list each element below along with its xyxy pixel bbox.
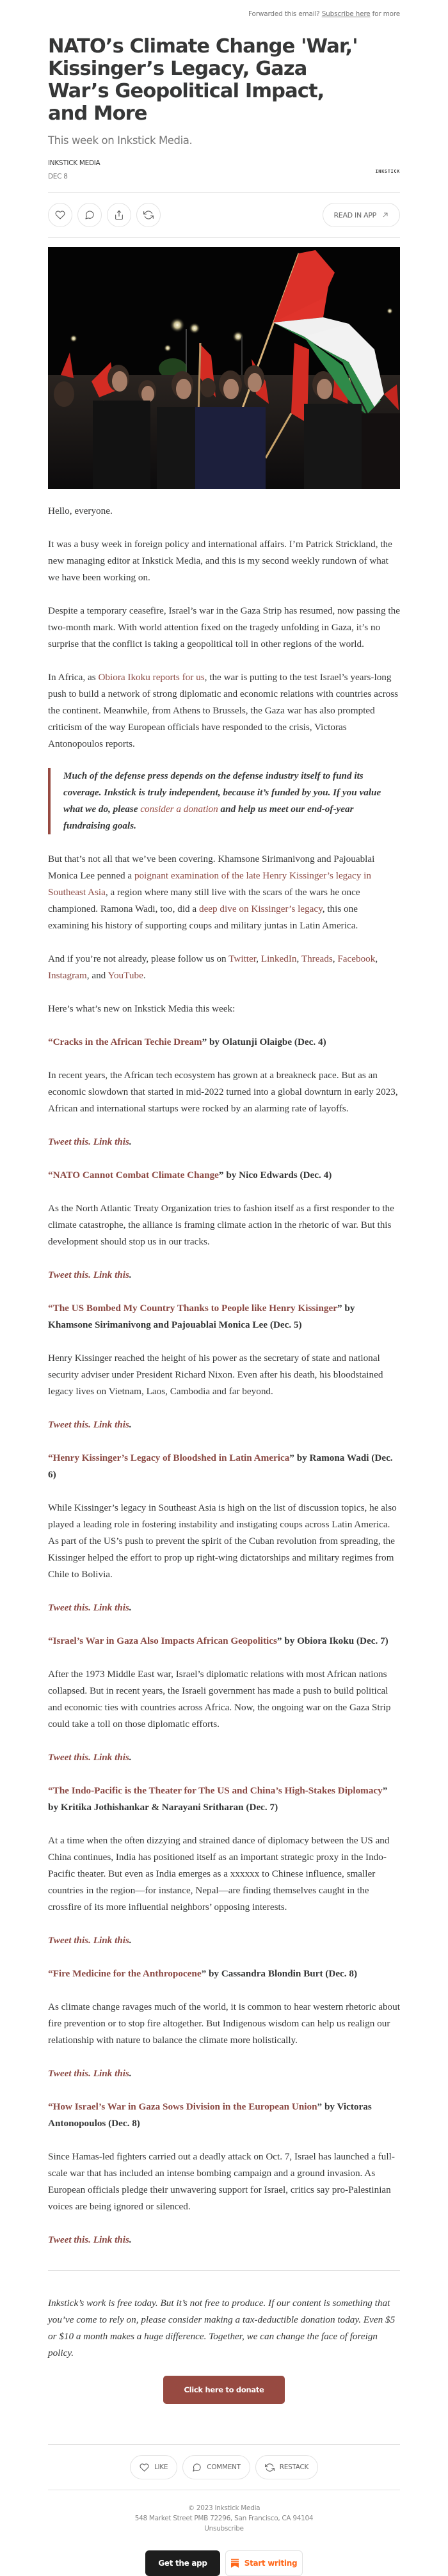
comment-button[interactable] <box>77 203 102 227</box>
engagement-bar <box>48 2445 400 2490</box>
share-links: Tweet this. Link this. <box>48 1602 132 1613</box>
article-byline: ” by Cassandra Blondin Burt (Dec. 8) <box>201 1968 358 1979</box>
article-byline: ” by Victoras Antonopoulos (Dec. 8) <box>48 2101 372 2129</box>
article-byline: ” by Kritika Jothishankar & Narayani Sritharan (Dec. 7) <box>48 1785 388 1813</box>
share-links: Tweet this. Link this. <box>48 1752 132 1763</box>
tweet-this-link[interactable]: Tweet this. <box>48 2068 91 2079</box>
link-this-link[interactable]: Link this <box>93 1136 129 1147</box>
facebook-link[interactable]: Facebook <box>337 953 376 964</box>
share-links: Tweet this. Link this. <box>48 1419 132 1430</box>
post-date: DEC 8 <box>48 173 68 180</box>
link-this-link[interactable]: Link this <box>93 1419 129 1430</box>
kissinger-paragraph: But that’s not all that we’ve been covering. Khamsone Sirimanivong and Pajouablai Monica Lee penned a poignant examination of the late Henry Kissinger’s legacy in Southeast Asia, a region where many still live with the scars of the wars he once championed. Ramona Wadi, too, did a deep dive on Kissinger’s legacy, this one examining his history of supporting coups and military juntas in Latin America. <box>48 854 375 931</box>
article-summary: At a time when the often dizzying and strained dance of diplomacy between the US and China continues, India has positioned itself as an important strategic proxy in the Indo-Pacific theater. But even as India emerges as a xxxxxx to Chinese influence, smaller countries in the region—for instance, Nepal—are finding themselves caught in the crossfire of its more influential neighbors’ opposing interests. <box>48 1835 390 1912</box>
article-byline: ” by Khamsone Sirimanivong and Pajouablai Monica Lee (Dec. 5) <box>48 1303 355 1330</box>
article-title-link[interactable]: “Cracks in the African Techie Dream <box>48 1037 202 1047</box>
heart-icon <box>140 2463 149 2472</box>
donate-button[interactable]: Click here to donate today. <box>163 2376 285 2404</box>
post-body <box>48 503 400 2248</box>
share-links: Tweet this. Link this. <box>48 2068 132 2079</box>
article-byline: ” by Ramona Wadi (Dec. 6) <box>48 1452 393 1480</box>
obiora-report-link[interactable]: Obiora Ikoku reports for us <box>98 672 205 683</box>
kissinger-southeast-asia-link[interactable]: poignant examination of the late Henry Kissinger’s legacy in Southeast Asia <box>48 870 371 898</box>
article-summary: As the North Atlantic Treaty Organization tries to fashion itself as a first responder to the climate catastrophe, the alliance is framing climate action in the rhetoric of war. But this development should stop us in our tracks. <box>48 1203 394 1247</box>
restack-pill-button[interactable] <box>255 2455 318 2479</box>
kissinger-deep-dive-link[interactable]: deep dive on Kissinger’s legacy <box>198 903 323 914</box>
footer <box>48 2503 400 2534</box>
post-subtitle: This week on Inkstick Media. <box>48 134 193 147</box>
tweet-this-link[interactable]: Tweet this. <box>48 1752 91 1763</box>
article-title-link[interactable]: “NATO Cannot Combat Climate Change <box>48 1170 219 1181</box>
article-title-link[interactable]: “Israel’s War in Gaza Also Impacts African Geopolitics <box>48 1635 277 1646</box>
address: 548 Market Street PMB 72296, San Francisco, CA 94104 <box>134 2515 314 2522</box>
article-heading <box>48 1783 400 1816</box>
tweet-this-link[interactable]: Tweet this. <box>48 1136 91 1147</box>
app-buttons <box>48 2550 400 2576</box>
hero-image[interactable] <box>48 247 400 489</box>
article-summary: Since Hamas-led fighters carried out a deadly attack on Oct. 7, Israel has launched a full-scale war that has included an intense bombing campaign and a ground invasion. As European officials pledge their unwavering support for Israel, critics say pro-Palestinian voices are being ignored or silenced. <box>48 2151 395 2212</box>
article-summary: While Kissinger’s legacy in Southeast Asia is high on the list of discussion topics, he also played a leading role in fostering instability and instigating coups across Latin America. As part of the US’s push to prevent the spirit of the Cuban revolution from spreading, the Kissinger helped the effort to prop up right-wing dictatorships and military regimes from Chile to Bolivia. <box>48 1502 397 1580</box>
forward-suffix: for more <box>370 10 400 18</box>
divider <box>48 2270 400 2271</box>
read-in-app-label: READ IN APP <box>333 211 376 219</box>
publication-name[interactable]: INKSTICK MEDIA <box>48 159 100 167</box>
link-this-link[interactable]: Link this <box>93 2234 129 2245</box>
follow-paragraph: And if you’re not already, please follow us on Twitter, LinkedIn, Threads, Facebook, Instagram, and YouTube. <box>48 953 378 981</box>
link-this-link[interactable]: Link this <box>93 1752 129 1763</box>
article-summary: Henry Kissinger reached the height of his power as the secretary of state and national security adviser under President Richard Nixon. Even after his death, his bloodstained legacy lives on Vietnam, Laos, Cambodia and far beyond. <box>48 1353 383 1397</box>
comment-icon <box>192 2463 202 2472</box>
article-heading <box>48 1300 400 1333</box>
article-summary: After the 1973 Middle East war, Israel’s diplomatic relations with most African nations collapsed. But in recent years, the Israeli government has made a push to build political and economic ties with countries across Africa. Now, the ongoing war on the Gaza Strip could take a toll on those diplomatic efforts. <box>48 1669 391 1729</box>
comment-pill-button[interactable] <box>182 2455 250 2479</box>
linkedin-link[interactable]: LinkedIn <box>260 953 297 964</box>
comment-icon <box>84 210 95 220</box>
share-links: Tweet this. Link this. <box>48 1136 132 1147</box>
article-title-link[interactable]: “How Israel’s War in Gaza Sows Division in the European Union <box>48 2101 317 2112</box>
article-summary: As climate change ravages much of the world, it is common to hear western rhetoric about fire prevention or to stop fire altogether. But Indigenous wisdom can help us realign our relationship with nature to balance the climate more holistically. <box>48 2001 400 2046</box>
article-byline: ” by Olatunji Olaigbe (Dec. 4) <box>202 1037 326 1047</box>
youtube-link[interactable]: YouTube <box>108 970 143 981</box>
tweet-this-link[interactable]: Tweet this. <box>48 1269 91 1280</box>
tweet-this-link[interactable]: Tweet this. <box>48 1935 91 1946</box>
comment-label: COMMENT <box>207 2463 241 2471</box>
arrow-up-right-icon <box>381 211 389 219</box>
donation-pullquote: Much of the defense press depends on the defense industry itself to fund its coverage. Inkstick is truly independent, because it’s funded by you. If you value what we do, please consider a donation and help us meet our end-of-year fundraising goals. <box>48 768 400 834</box>
like-button[interactable] <box>48 203 72 227</box>
tweet-this-link[interactable]: Tweet this. <box>48 2234 91 2245</box>
article-heading <box>48 1034 400 1051</box>
article-heading <box>48 1167 400 1184</box>
article-byline: ” by Obiora Ikoku (Dec. 7) <box>276 1635 388 1646</box>
link-this-link[interactable]: Link this <box>93 1602 129 1613</box>
link-this-link[interactable]: Link this <box>93 1935 129 1946</box>
share-links: Tweet this. Link this. <box>48 1935 132 1946</box>
share-icon <box>114 210 124 220</box>
protest-photo <box>48 247 400 489</box>
article-title-link[interactable]: “The Indo-Pacific is the Theater for The US and China’s High-Stakes Diplomacy <box>48 1785 383 1796</box>
article-heading <box>48 1450 400 1483</box>
link-this-link[interactable]: Link this <box>93 2068 129 2079</box>
copyright: © 2023 Inkstick Media <box>188 2504 260 2512</box>
share-links: Tweet this. Link this. <box>48 2234 132 2245</box>
consider-donation-link[interactable]: consider a donation <box>140 804 218 815</box>
unsubscribe-link[interactable]: Unsubscribe <box>204 2525 244 2532</box>
article-byline: ” by Nico Edwards (Dec. 4) <box>218 1170 332 1181</box>
article-heading <box>48 1966 400 1982</box>
gaza-paragraph: Despite a temporary ceasefire, Israel’s war in the Gaza Strip has resumed, now passing the two-month mark. With world attention fixed on the tragedy unfolding in Gaza, it’s no surprise that the conflict is taking a geopolitical toll in other regions of the world. <box>48 605 400 649</box>
link-this-link[interactable]: Link this <box>93 1269 129 1280</box>
share-button[interactable] <box>107 203 131 227</box>
article-title-link[interactable]: “Henry Kissinger’s Legacy of Bloodshed in Latin America <box>48 1452 290 1463</box>
twitter-link[interactable]: Twitter <box>228 953 257 964</box>
post-title[interactable]: NATO’s Climate Change 'War,' Kissinger’s Legacy, Gaza War’s Geopolitical Impact, and More <box>48 35 358 125</box>
get-the-app-button[interactable]: Get the app <box>145 2550 220 2576</box>
read-in-app-button[interactable] <box>323 203 400 227</box>
whats-new-intro: Here’s what’s new on Inkstick Media this week: <box>48 1003 236 1014</box>
article-heading <box>48 2099 400 2132</box>
restack-label: RESTACK <box>279 2463 309 2471</box>
divider <box>48 237 400 238</box>
restack-icon <box>143 210 154 220</box>
tweet-this-link[interactable]: Tweet this. <box>48 1602 91 1613</box>
tweet-this-link[interactable]: Tweet this. <box>48 1419 91 1430</box>
article-summary: In recent years, the African tech ecosystem has grown at a breakneck pace. But as an economic slowdown that started in mid-2022 turned into a global downturn in early 2023, African and international startups were rocked by an alarming rate of layoffs. <box>48 1070 398 1114</box>
africa-paragraph: In Africa, as Obiora Ikoku reports for us, the war is putting to the test Israel’s years-long push to build a network of strong diplomatic and economic relations with countries across the continent. Meanwhile, from Athens to Brussels, the Gaza war has also prompted criticism of the way European officials have responded to the crisis, Victoras Antonopoulos reports. <box>48 672 399 749</box>
heart-icon <box>55 210 65 220</box>
start-writing-label: Start writing <box>244 2559 298 2568</box>
restack-icon <box>265 2463 275 2472</box>
like-pill-button[interactable] <box>130 2455 177 2479</box>
article-heading <box>48 1633 400 1650</box>
intro-paragraph: It was a busy week in foreign policy and international affairs. I’m Patrick Strickland, the new managing editor at Inkstick Media, and this is my second weekly rundown of what we have been working on. <box>48 539 392 583</box>
like-label: LIKE <box>154 2463 168 2471</box>
email-container <box>48 0 400 2576</box>
subscribe-link[interactable]: Subscribe here <box>321 10 371 18</box>
article-list <box>48 1034 400 2248</box>
share-links: Tweet this. Link this. <box>48 1269 132 1280</box>
forward-text: Forwarded this email? <box>248 10 322 18</box>
greeting: Hello, everyone. <box>48 505 113 516</box>
donate-section <box>48 2376 400 2424</box>
start-writing-button[interactable] <box>225 2550 303 2576</box>
article-title-link[interactable]: “Fire Medicine for the Anthropocene <box>48 1968 202 1979</box>
post-meta <box>48 159 400 180</box>
restack-button[interactable] <box>136 203 161 227</box>
substack-logo-icon <box>231 2559 239 2568</box>
instagram-link[interactable]: Instagram <box>48 970 87 981</box>
action-bar <box>48 193 400 237</box>
publication-logo[interactable]: INKSTICK <box>375 168 400 174</box>
donation-appeal: Inkstick’s work is free today. But it’s not free to produce. If our content is something that you’ve come to rely on, please consider making a tax-deductible donation today. Even $5 or $10 a month makes a huge difference. Together, we can change the face of foreign policy. <box>48 2298 396 2358</box>
forward-notice <box>48 0 400 18</box>
article-title-link[interactable]: “The US Bombed My Country Thanks to People like Henry Kissinger <box>48 1303 338 1314</box>
threads-link[interactable]: Threads <box>301 953 333 964</box>
